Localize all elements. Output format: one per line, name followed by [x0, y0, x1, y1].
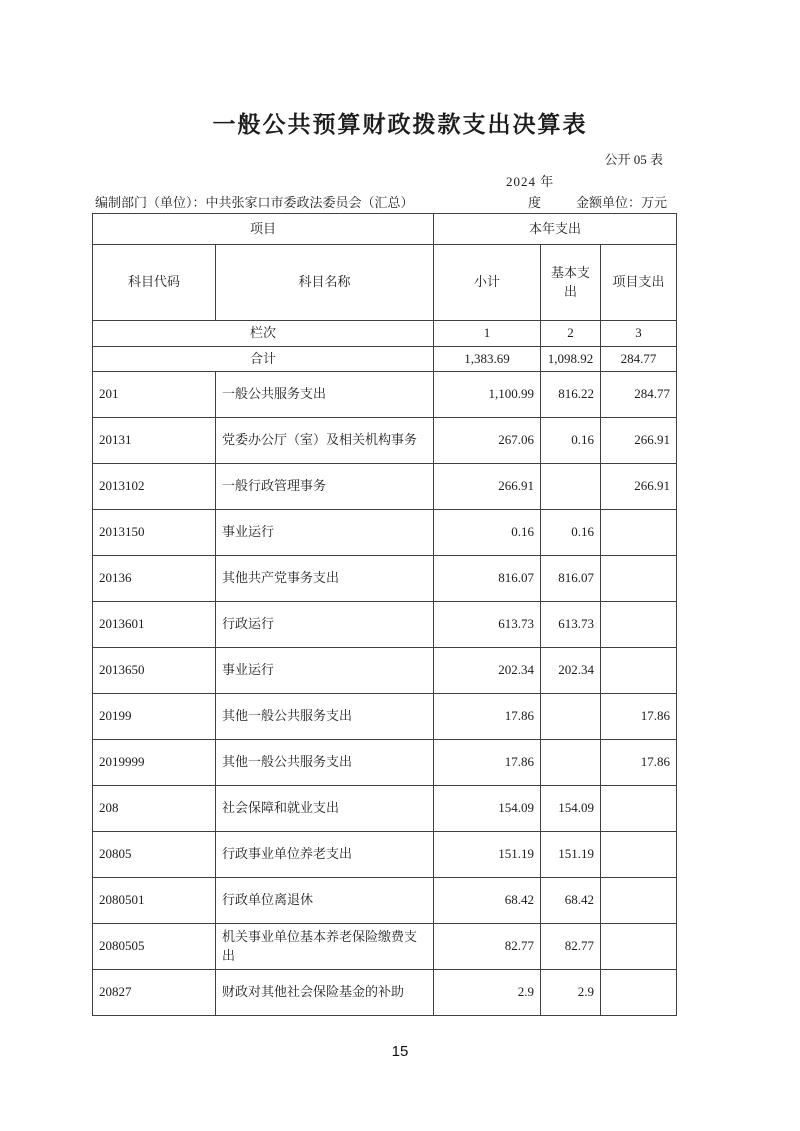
- header-subject-code: 科目代码: [93, 245, 216, 321]
- basic-expenditure-value: 2.9: [541, 970, 601, 1016]
- subject-code: 2013150: [93, 510, 216, 556]
- basic-expenditure-value: 154.09: [541, 786, 601, 832]
- subject-name: 行政运行: [216, 602, 434, 648]
- column-index-row: [93, 321, 677, 347]
- total-row: [93, 347, 677, 372]
- total-subtotal-value: 1,383.69: [434, 347, 541, 372]
- total-label: 合计: [93, 347, 434, 372]
- amount-unit-label: 金额单位：万元: [575, 195, 667, 210]
- total-basic-value: 1,098.92: [541, 347, 601, 372]
- subject-code: 20827: [93, 970, 216, 1016]
- subject-code: 2013102: [93, 464, 216, 510]
- subtotal-value: 68.42: [434, 878, 541, 924]
- table-header-group-row: [93, 214, 677, 245]
- form-number-label: 公开 05 表: [604, 152, 663, 167]
- subject-name: 党委办公厅（室）及相关机构事务: [216, 418, 434, 464]
- header-subject-name: 科目名称: [216, 245, 434, 321]
- page-number: 15: [391, 1043, 409, 1060]
- basic-expenditure-value: 613.73: [541, 602, 601, 648]
- project-expenditure-value: [601, 510, 677, 556]
- basic-expenditure-value: 0.16: [541, 510, 601, 556]
- subtotal-value: 266.91: [434, 464, 541, 510]
- table-row: [93, 924, 677, 970]
- subtotal-value: 613.73: [434, 602, 541, 648]
- table-row: [93, 786, 677, 832]
- basic-expenditure-value: 816.22: [541, 372, 601, 418]
- subject-code: 20136: [93, 556, 216, 602]
- basic-expenditure-value: 0.16: [541, 418, 601, 464]
- prepared-by-label: 编制部门（单位）：中共张家口市委政法委员会（汇总）: [95, 195, 414, 210]
- subject-code: 201: [93, 372, 216, 418]
- subject-code: 208: [93, 786, 216, 832]
- subject-name: 行政事业单位养老支出: [216, 832, 434, 878]
- basic-expenditure-value: 202.34: [541, 648, 601, 694]
- header-project: 项目: [93, 214, 434, 245]
- table-row: [93, 418, 677, 464]
- subject-code: 2013650: [93, 648, 216, 694]
- header-project-expenditure: 项目支出: [601, 245, 677, 321]
- basic-expenditure-value: 82.77: [541, 924, 601, 970]
- column-index-label: 栏次: [93, 321, 434, 347]
- expenditure-table: [92, 213, 677, 1016]
- project-expenditure-value: [601, 786, 677, 832]
- fiscal-year-suffix: 度: [528, 195, 542, 210]
- project-expenditure-value: 266.91: [601, 464, 677, 510]
- subject-code: 2080505: [93, 924, 216, 970]
- subtotal-value: 816.07: [434, 556, 541, 602]
- project-expenditure-value: 266.91: [601, 418, 677, 464]
- project-expenditure-value: [601, 832, 677, 878]
- subject-name: 事业运行: [216, 510, 434, 556]
- subject-name: 其他一般公共服务支出: [216, 740, 434, 786]
- table-row: [93, 878, 677, 924]
- basic-expenditure-value: [541, 694, 601, 740]
- project-expenditure-value: 17.86: [601, 694, 677, 740]
- table-row: [93, 464, 677, 510]
- subject-code: 20805: [93, 832, 216, 878]
- subtotal-value: 2.9: [434, 970, 541, 1016]
- subject-name: 其他共产党事务支出: [216, 556, 434, 602]
- basic-expenditure-value: [541, 464, 601, 510]
- header-basic-expenditure: 基本支出: [541, 245, 601, 321]
- subject-code: 2080501: [93, 878, 216, 924]
- table-row: [93, 556, 677, 602]
- page-title: 一般公共预算财政拨款支出决算表: [212, 112, 588, 137]
- subtotal-value: 82.77: [434, 924, 541, 970]
- project-expenditure-value: [601, 602, 677, 648]
- table-row: [93, 602, 677, 648]
- total-project-value: 284.77: [601, 347, 677, 372]
- table-row: [93, 648, 677, 694]
- subject-name: 行政单位离退休: [216, 878, 434, 924]
- subject-name: 社会保障和就业支出: [216, 786, 434, 832]
- subject-name: 财政对其他社会保险基金的补助: [216, 970, 434, 1016]
- project-expenditure-value: [601, 556, 677, 602]
- table-row: [93, 510, 677, 556]
- project-expenditure-value: [601, 970, 677, 1016]
- subject-name: 一般公共服务支出: [216, 372, 434, 418]
- subject-code: 2013601: [93, 602, 216, 648]
- fiscal-year-label: 2024 年: [506, 174, 555, 189]
- basic-expenditure-value: 68.42: [541, 878, 601, 924]
- project-expenditure-value: [601, 878, 677, 924]
- subject-code: 2019999: [93, 740, 216, 786]
- basic-expenditure-value: 816.07: [541, 556, 601, 602]
- column-index-1: 1: [434, 321, 541, 347]
- subtotal-value: 17.86: [434, 694, 541, 740]
- table-row: [93, 372, 677, 418]
- subject-name: 其他一般公共服务支出: [216, 694, 434, 740]
- subtotal-value: 1,100.99: [434, 372, 541, 418]
- project-expenditure-value: 284.77: [601, 372, 677, 418]
- subject-name: 一般行政管理事务: [216, 464, 434, 510]
- project-expenditure-value: [601, 648, 677, 694]
- basic-expenditure-value: 151.19: [541, 832, 601, 878]
- column-index-3: 3: [601, 321, 677, 347]
- subject-name: 事业运行: [216, 648, 434, 694]
- subtotal-value: 0.16: [434, 510, 541, 556]
- header-subtotal: 小计: [434, 245, 541, 321]
- project-expenditure-value: 17.86: [601, 740, 677, 786]
- subtotal-value: 17.86: [434, 740, 541, 786]
- subject-name: 机关事业单位基本养老保险缴费支出: [216, 924, 434, 970]
- project-expenditure-value: [601, 924, 677, 970]
- basic-expenditure-value: [541, 740, 601, 786]
- table-row: [93, 694, 677, 740]
- table-row: [93, 970, 677, 1016]
- subtotal-value: 154.09: [434, 786, 541, 832]
- subject-code: 20131: [93, 418, 216, 464]
- subject-code: 20199: [93, 694, 216, 740]
- subtotal-value: 267.06: [434, 418, 541, 464]
- header-current-year-expenditure: 本年支出: [434, 214, 677, 245]
- table-row: [93, 832, 677, 878]
- subtotal-value: 202.34: [434, 648, 541, 694]
- table-header-row: [93, 245, 677, 321]
- table-row: [93, 740, 677, 786]
- subtotal-value: 151.19: [434, 832, 541, 878]
- column-index-2: 2: [541, 321, 601, 347]
